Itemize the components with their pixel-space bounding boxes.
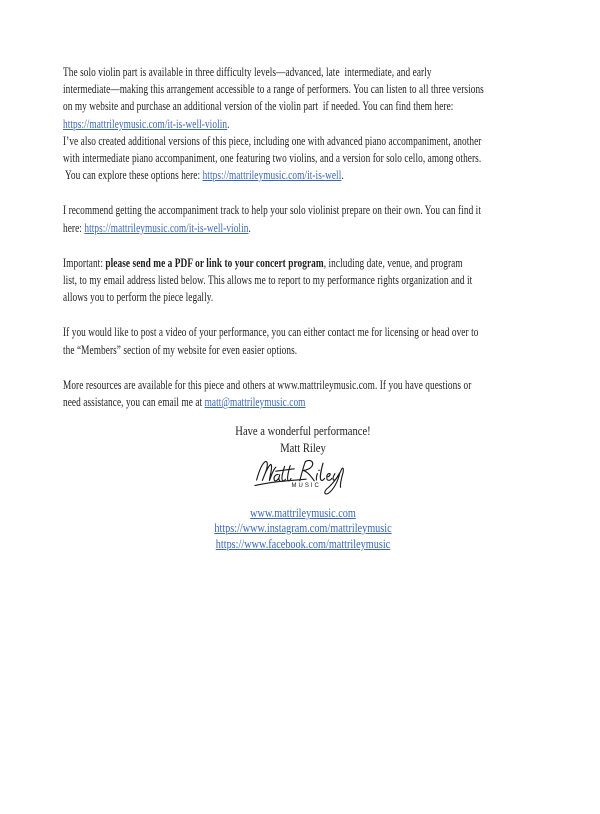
closing-block: [101, 423, 504, 457]
signature-logo: [63, 455, 543, 502]
body-text: intermediate—making this arrangement accessible to a range of performers. You can listen to all three versions: [63, 82, 484, 97]
text-line: [63, 272, 543, 289]
body-text: I recommend getting the accompaniment track to help your solo violinist prepare on their own. You can find it: [63, 203, 482, 218]
matt-riley-signature-icon: [247, 455, 359, 497]
body-text: You can explore these options here:: [63, 168, 203, 183]
text-line: [63, 98, 543, 115]
document-content: [63, 64, 543, 552]
para-video-licensing: [63, 324, 543, 358]
body-text: with intermediate piano accompaniment, one featuring two violins, and a version for solo cello, among others.: [63, 151, 482, 166]
bold-text: please send me a PDF or link to your concert program: [105, 255, 324, 270]
inline-link[interactable]: https://mattrileymusic.com/it-is-well-violin: [84, 220, 249, 235]
inline-link[interactable]: matt@mattrileymusic.com: [204, 395, 306, 410]
body-text: on my website and purchase an additional version of the violin part if needed. You can find them here:: [63, 99, 454, 114]
text-line: [63, 116, 543, 133]
body-text: the “Members” section of my website for even easier options.: [63, 342, 298, 357]
body-text: .: [341, 168, 344, 183]
inline-link[interactable]: https://mattrileymusic.com/it-is-well: [202, 168, 342, 183]
inline-link[interactable]: https://mattrileymusic.com/it-is-well-violin: [63, 116, 228, 131]
body-text: I’ve also created additional versions of this piece, including one with advanced piano accompaniment, another: [63, 133, 482, 148]
para-additional-versions: [63, 133, 543, 185]
text-line: [63, 394, 543, 411]
body-text: list, to my email address listed below. This allows me to report to my performance rights organization and it: [63, 273, 473, 288]
body-text: More resources are available for this piece and others at www.mattrileymusic.com. If you have questions or: [63, 377, 472, 392]
closing-line: Have a wonderful performance!: [235, 424, 371, 439]
footer-link[interactable]: https://www.facebook.com/mattrileymusic: [215, 536, 391, 551]
body-text: Important:: [63, 255, 106, 270]
text-line: [63, 81, 543, 98]
signature-music-label: MUSIC: [291, 482, 321, 489]
para-more-resources: [63, 377, 543, 411]
body-text: If you would like to post a video of your performance, you can either contact me for licensing or head over to: [63, 325, 479, 340]
body-text: , including date, venue, and program: [323, 255, 463, 270]
text-line: [63, 255, 543, 272]
footer-link[interactable]: https://www.instagram.com/mattrileymusic: [214, 521, 392, 536]
text-line: [63, 64, 543, 81]
signer-name: Matt Riley: [280, 441, 326, 456]
text-line: [63, 342, 543, 359]
body-text: .: [227, 116, 230, 131]
text-line: [63, 133, 543, 150]
text-line: [63, 150, 543, 167]
text-line: [63, 324, 543, 341]
body-text: .: [248, 220, 251, 235]
para-accompaniment-track: [63, 202, 543, 236]
footer-link[interactable]: www.mattrileymusic.com: [250, 505, 356, 520]
text-line: [63, 377, 543, 394]
body-text: allows you to perform the piece legally.: [63, 290, 214, 305]
document-body: [63, 64, 543, 411]
text-line: [63, 289, 543, 306]
text-line: [63, 202, 543, 219]
body-text: here:: [63, 220, 85, 235]
footer-links: [101, 506, 504, 553]
body-text: need assistance, you can email me at: [63, 395, 205, 410]
text-line: [63, 167, 543, 184]
body-text: The solo violin part is available in three difficulty levels—advanced, late intermediate, and early: [63, 65, 432, 79]
para-concert-program: [63, 255, 543, 307]
para-difficulty-levels: [63, 64, 543, 133]
text-line: [63, 220, 543, 237]
